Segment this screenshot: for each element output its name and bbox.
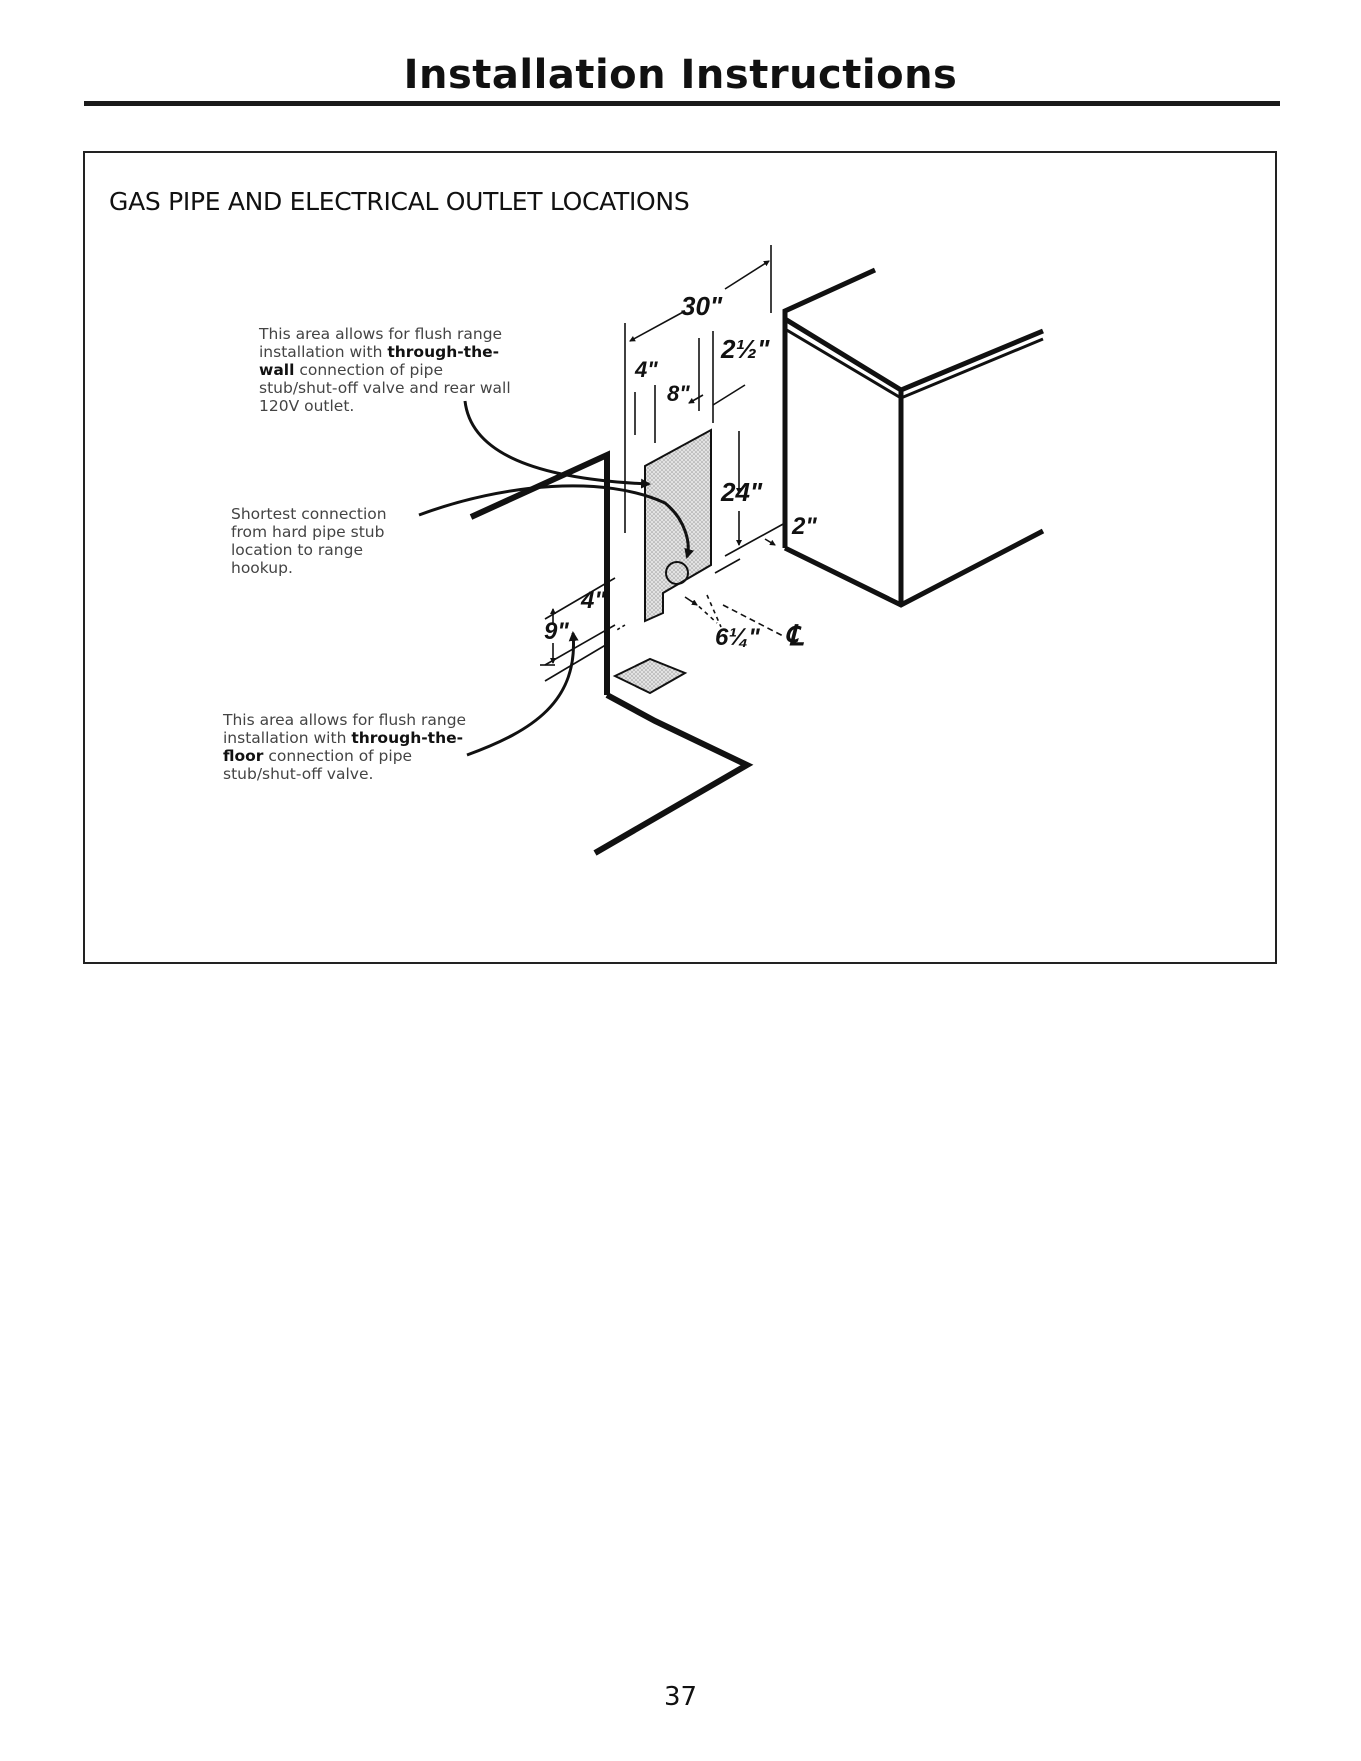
dim-zone-height-label: 24" (721, 477, 763, 507)
dim-width-label: 30" (681, 291, 723, 321)
right-cabinet (785, 270, 1043, 605)
floor-outlet-zone (615, 659, 685, 693)
dim-centerline-offset-label: 6¼" (715, 624, 760, 651)
dim-wall-depth-label: 4" (635, 357, 658, 382)
section-heading: GAS PIPE AND ELECTRICAL OUTLET LOCATIONS (109, 187, 690, 216)
dim-zone-width-label: 8" (667, 381, 690, 406)
dim-floor-width-label: 9" (544, 618, 569, 645)
dim-side-offset-label: 2½" (721, 334, 770, 364)
page-title: Installation Instructions (403, 52, 958, 98)
figure-box (83, 151, 1277, 964)
callout-through-the-wall: This area allows for flush range installation with through-the-wall connection of pipe stub/shut-off valve and rear wall 120V outlet. (259, 325, 511, 415)
page-number: 37 (663, 1682, 698, 1712)
dim-floor-depth-label: 4" (581, 587, 606, 614)
title-rule (84, 101, 1280, 106)
wall-outlet-zone (645, 430, 711, 621)
callout-through-the-floor: This area allows for flush range installation with through-the-floor connection of pipe stub/shut-off valve. (223, 711, 467, 783)
callout-shortest-connection: Shortest connection from hard pipe stub location to range hookup. (231, 505, 387, 577)
floor-outline (595, 695, 747, 853)
dim-rear-gap-label: 2" (792, 513, 817, 540)
left-cabinet (471, 455, 607, 695)
centerline-symbol: ℄ (785, 620, 803, 651)
